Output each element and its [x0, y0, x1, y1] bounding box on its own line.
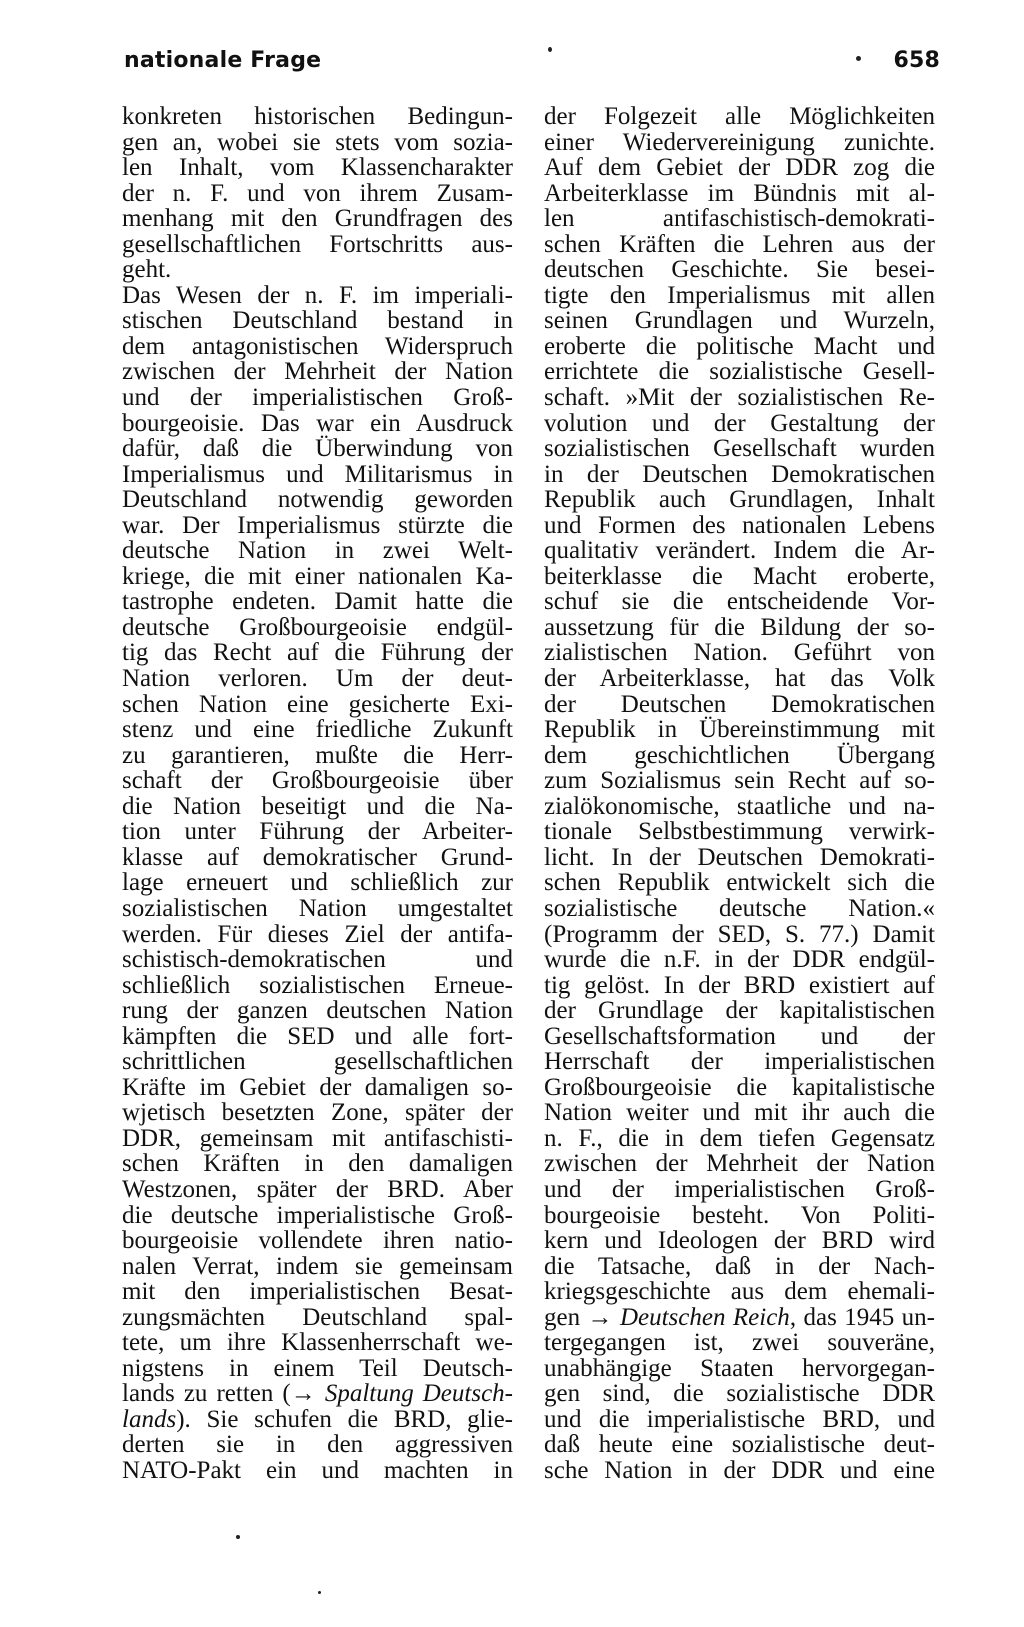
text-line: tionale Selbstbestimmung verwirk- [544, 818, 935, 846]
text-line: einer Wiedervereinigung zunichte. [544, 128, 935, 156]
text-line: eroberte die politische Macht und [544, 332, 935, 360]
text-line: tastrophe endeten. Damit hatte die [122, 588, 513, 616]
text-line: nigstens in einem Teil Deutsch- [122, 1354, 513, 1382]
text-line: sche Nation in der DDR und eine [544, 1456, 935, 1484]
text-line: gen sind, die sozialistische DDR [544, 1380, 935, 1408]
line-text: ). Sie schufen die BRD, glie- [176, 1405, 513, 1433]
text-line: bourgeoisie vollendete ihren natio- [122, 1227, 513, 1255]
text-line: Gesellschaftsformation und der [544, 1022, 935, 1050]
text-line: tigte den Imperialismus mit allen [544, 281, 935, 309]
text-line: sozialistische deutsche Nation.« [544, 894, 935, 922]
scan-speck [548, 47, 552, 52]
text-line: gen an, wobei sie stets vom sozia- [122, 128, 513, 156]
text-line: Großbourgeoisie die kapitalistische [544, 1073, 935, 1101]
text-line: schaft der Großbourgeoisie über [122, 767, 513, 795]
text-line: seinen Grundlagen und Wurzeln, [544, 307, 935, 335]
text-line: schuf sie die entscheidende Vor- [544, 588, 935, 616]
text-line: kern und Ideologen der BRD wird [544, 1227, 935, 1255]
text-line: gesellschaftlichen Fortschritts aus- [122, 230, 513, 258]
text-line: schen Nation eine gesicherte Exi- [122, 690, 513, 718]
text-line: deutsche Nation in zwei Welt- [122, 537, 513, 565]
text-line: war. Der Imperialismus stürzte die [122, 511, 513, 539]
text-line: werden. Für dieses Ziel der antifa- [122, 920, 513, 948]
text-line: NATO-Pakt ein und machten in [122, 1456, 513, 1484]
text-line: zialökonomische, staatliche und na- [544, 792, 935, 820]
text-line: zwischen der Mehrheit der Nation [122, 358, 513, 386]
scan-speck [856, 56, 861, 61]
text-line: len antifaschistisch-demokrati- [544, 205, 935, 233]
text-line: (Programm der SED, S. 77.) Damit [544, 920, 935, 948]
text-line: Arbeiterklasse im Bündnis mit al- [544, 179, 935, 207]
scan-speck [318, 1591, 321, 1594]
text-line: mit den imperialistischen Besat- [122, 1278, 513, 1306]
text-line: Auf dem Gebiet der DDR zog die [544, 154, 935, 182]
text-line: tig das Recht auf die Führung der [122, 639, 513, 667]
text-line: dem antagonistischen Widerspruch [122, 332, 513, 360]
text-line: derten sie in den aggressiven [122, 1431, 513, 1459]
line-text: gen → [544, 1303, 620, 1331]
text-line: deutsche Großbourgeoisie endgül- [122, 613, 513, 641]
text-line: bourgeoisie. Das war ein Ausdruck [122, 409, 513, 437]
text-line: Republik auch Grundlagen, Inhalt [544, 486, 935, 514]
text-line: n. F., die in dem tiefen Gegensatz [544, 1124, 935, 1152]
text-line: die Nation beseitigt und die Na- [122, 792, 513, 820]
text-line: kämpften die SED und alle fort- [122, 1022, 513, 1050]
text-line: unabhängige Staaten hervorgegan- [544, 1354, 935, 1382]
text-line: der Arbeiterklasse, hat das Volk [544, 665, 935, 693]
line-text: , das 1945 un- [789, 1303, 935, 1331]
text-line: Deutschland notwendig geworden [122, 486, 513, 514]
right-text-column [544, 104, 935, 1484]
text-line: len Inhalt, vom Klassencharakter [122, 154, 513, 182]
text-line: bourgeoisie besteht. Von Politi- [544, 1201, 935, 1229]
text-line: zialistischen Nation. Geführt von [544, 639, 935, 667]
cross-reference: Spaltung Deutsch- [324, 1380, 514, 1408]
text-line: schen Kräften die Lehren aus der [544, 230, 935, 258]
text-line: sozialistischen Nation umgestaltet [122, 894, 513, 922]
text-line: volution und der Gestaltung der [544, 409, 935, 437]
text-line: zu garantieren, mußte die Herr- [122, 741, 513, 769]
text-line: der Folgezeit alle Möglichkeiten [544, 103, 935, 130]
text-line: zwischen der Mehrheit der Nation [544, 1150, 935, 1178]
text-line: sozialistischen Gesellschaft wurden [544, 435, 935, 463]
text-line: der Deutschen Demokratischen [544, 690, 935, 718]
text-line: stischen Deutschland bestand in [122, 307, 513, 335]
text-line: und der imperialistischen Groß- [122, 384, 513, 412]
cross-reference: Deutschen Reich [619, 1303, 790, 1331]
running-head-title: nationale Frage [124, 48, 322, 73]
text-line: zum Sozialismus sein Recht auf so- [544, 767, 935, 795]
text-line: Imperialismus und Militarismus in [122, 460, 513, 488]
text-line: lage erneuert und schließlich zur [122, 869, 513, 897]
text-line: DDR, gemeinsam mit antifaschisti- [122, 1124, 513, 1152]
text-line: in der Deutschen Demokratischen [544, 460, 935, 488]
text-line: Westzonen, später der BRD. Aber [122, 1175, 513, 1203]
text-line: konkreten historischen Bedingun- [122, 103, 513, 130]
text-line: schrittlichen gesellschaftlichen [122, 1048, 513, 1076]
text-line: Nation weiter und mit ihr auch die [544, 1099, 935, 1127]
text-line: daß heute eine sozialistische deut- [544, 1431, 935, 1459]
text-line: menhang mit den Grundfragen des [122, 205, 513, 233]
text-line [544, 1305, 935, 1331]
text-line: tete, um ihre Klassenherrschaft we- [122, 1329, 513, 1357]
left-text-column [122, 104, 513, 1484]
text-line: schen Republik entwickelt sich die [544, 869, 935, 897]
text-line [122, 1381, 513, 1407]
text-line: und Formen des nationalen Lebens [544, 511, 935, 539]
text-line: schließlich sozialistischen Erneue- [122, 971, 513, 999]
text-line: deutschen Geschichte. Sie besei- [544, 256, 935, 284]
text-line: Das Wesen der n. F. im imperiali- [122, 281, 513, 309]
text-line: tion unter Führung der Arbeiter- [122, 818, 513, 846]
text-line: geht. [122, 256, 172, 284]
text-line: Herrschaft der imperialistischen [544, 1048, 935, 1076]
scan-speck [236, 1535, 240, 1539]
text-line: kriege, die mit einer nationalen Ka- [122, 562, 513, 590]
text-line: und die imperialistische BRD, und [544, 1405, 935, 1433]
text-line: aussetzung für die Bildung der so- [544, 613, 935, 641]
text-line: beiterklasse die Macht eroberte, [544, 562, 935, 590]
text-line: dem geschichtlichen Übergang [544, 741, 935, 769]
text-line: und der imperialistischen Groß- [544, 1175, 935, 1203]
text-line: tergegangen ist, zwei souveräne, [544, 1329, 935, 1357]
text-line: nalen Verrat, indem sie gemeinsam [122, 1252, 513, 1280]
text-line: wjetisch besetzten Zone, später der [122, 1099, 513, 1127]
text-line: die deutsche imperialistische Groß- [122, 1201, 513, 1229]
text-line: rung der ganzen deutschen Nation [122, 997, 513, 1025]
text-line: schaft. »Mit der sozialistischen Re- [544, 384, 935, 412]
text-line: wurde die n.F. in der DDR endgül- [544, 946, 935, 974]
text-line: Nation verloren. Um der deut- [122, 665, 513, 693]
text-line: Republik in Übereinstimmung mit [544, 716, 935, 744]
text-line: licht. In der Deutschen Demokrati- [544, 843, 935, 871]
text-line: klasse auf demokratischer Grund- [122, 843, 513, 871]
line-text: lands zu retten (→ [122, 1380, 325, 1408]
text-line: zungsmächten Deutschland spal- [122, 1303, 513, 1331]
text-line: schistisch-demokratischen und [122, 946, 513, 974]
cross-reference: lands [122, 1405, 177, 1433]
text-line: der Grundlage der kapitalistischen [544, 997, 935, 1025]
text-line: errichtete die sozialistische Gesell- [544, 358, 935, 386]
page-number: 658 [893, 48, 940, 73]
text-line: die Tatsache, daß in der Nach- [544, 1252, 935, 1280]
text-line: Kräfte im Gebiet der damaligen so- [122, 1073, 513, 1101]
text-line: qualitativ verändert. Indem die Ar- [544, 537, 935, 565]
text-line: kriegsgeschichte aus dem ehemali- [544, 1278, 935, 1306]
text-line: stenz und eine friedliche Zukunft [122, 716, 513, 744]
text-line: tig gelöst. In der BRD existiert auf [544, 971, 935, 999]
text-line: dafür, daß die Überwindung von [122, 435, 513, 463]
text-line: der n. F. und von ihrem Zusam- [122, 179, 513, 207]
text-line [122, 1407, 513, 1433]
text-line: schen Kräften in den damaligen [122, 1150, 513, 1178]
